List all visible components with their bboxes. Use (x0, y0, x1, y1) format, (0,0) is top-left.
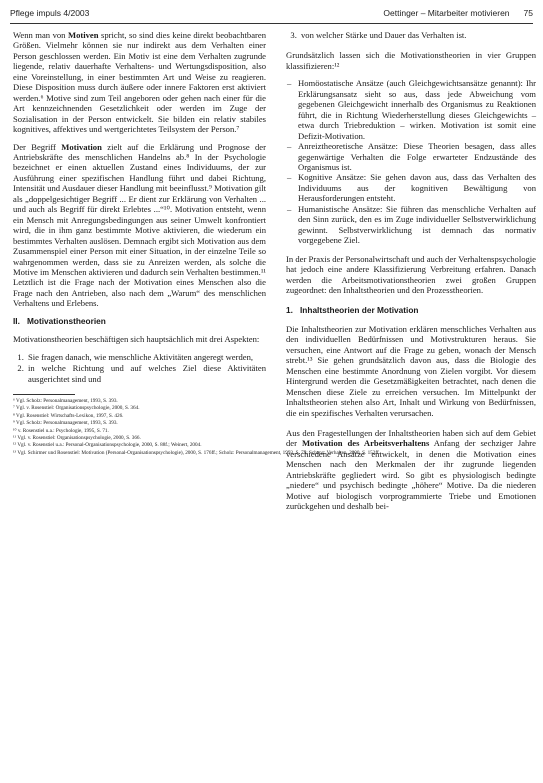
paragraph-motive (13, 30, 266, 135)
paragraph-practice: In der Praxis der Personalwirtschaft und auch der Verhaltenspsychologie hat jedoch eine andere Klassifizierung Verbreitung erfahren. Danach werden die Arbeitsmotivationstheorien zwei großen Gruppen zugeordnet: den Inhaltstheorien und den Prozesstheorien. (286, 253, 536, 295)
footnote: ⁸ Vgl. Rosenstiel: Wirtschafts-Lexikon, 1997, S. 426. (13, 412, 124, 419)
term-motive: Motiven (67, 30, 99, 40)
list-item: 2. in welche Richtung und auf welches Ziel diese Aktivitäten ausgerichtet sind und (26, 363, 266, 384)
running-header (10, 6, 533, 23)
paragraph-aspects-intro: Motivationstheorien beschäftigen sich hauptsächlich mit drei Aspekten: (13, 334, 260, 345)
paragraph-motivation (13, 142, 266, 309)
text: Aus den Fragestellungen der Inhaltstheorien haben sich auf dem Gebiet der (286, 427, 536, 449)
list-item: – Anreiztheoretische Ansätze: Diese Theorien besagen, dass alles gegenwärtige Verhalten die Folge erwarteter Endzustände des Organismus ist. (298, 141, 536, 172)
text: Wenn man von (13, 30, 68, 40)
footnote: ⁹ Vgl. Scholz: Personalmanagement, 1993, S. 393. (13, 420, 118, 427)
paragraph-work-motivation (286, 428, 536, 512)
list-item: 3. von welcher Stärke und Dauer das Verhalten ist. (299, 30, 536, 40)
text: zielt auf die Erklärung und Prognose der Antriebskräfte des menschlichen Handelns ab.⁸ In der Psychologie bezeichnet er einen aktuellen Zustand eines Individuums, der zur Ausführung einer spezifischen Handlung führt und dabei Richtung, Intensität und Ausdauer dieser Handlung mit beeinflusst.⁹ Motivation gilt als „doppelgesichtiger Begriff ... Er dient zur Erklärung von Verhalten ... und auch als Begriff für direkt Erlebtes ...“¹⁰. Motivation entsteht, wenn ein Mensch mit Anregungsbedingungen aus seiner Umwelt konfrontiert wird, die in ihm ganz bestimmte Motive aktivieren, die wiederum ein bestimmtes Verhalten auslösen. Demnach ergibt sich Motivation aus dem Zusammenspiel einer Person mit einer Situation, in der einzelne Teile so wahrgenommen werden, dass sie zu Anreizen werden, als solche die Motive im Menschen aktivieren und dadurch sein Verhalten bestimmen.¹¹ Letztlich ist die Frage nach der Motivation eines Menschen also die Frage nach den Antrieben, also nach dem „Warum“ des menschlichen Verhaltens und Erlebens. (13, 141, 266, 309)
page-number: 75 (523, 8, 533, 18)
paragraph-classification: Grundsätzlich lassen sich die Motivationstheorien in vier Gruppen klassifizieren:¹² (286, 50, 536, 71)
footnote-separator (13, 394, 75, 395)
paragraph-content-theories: Die Inhaltstheorien zur Motivation erklären menschliches Verhalten aus den individuellen Bedürfnissen und Motivstrukturen heraus. Sie versuchen, eine Antwort auf die Frage zu geben, wonach der Mensch strebt.¹³ Sie gehen grundsätzlich davon aus, dass die Biologie des Menschen eine bestimmte Anordnung von Zielen vorgibt. Vor diesem Hintergrund werden die Gesetzmäßigkeiten betrachtet, nach denen die Menschen diese Ziele zu erreichen versuchen. Im Mittelpunkt der Inhaltstheorien stehen also Art, Inhalt und Wirkung von Bedürfnissen, die ein spezifisches Verhalten verursachen. (286, 323, 536, 418)
aspects-list (13, 352, 266, 384)
footnote: ¹⁰ v. Rosenstiel u.a.: Psychologie, 1995, S. 71. (13, 427, 109, 434)
subsection-title: Inhaltstheorien der Motivation (300, 305, 419, 316)
journal-name: Pflege impuls 4/2003 (10, 8, 90, 18)
right-column (286, 30, 536, 519)
footnote: ¹³ Vgl. Schirmer und Rosenstiel: Motivation (Personal-Organisationspsychologie), 2000, S. 176ff.; Scholz: Personalmanagement, 1993, S. 75; Schanz: Verhalten, 2000, S. 152ff. (13, 449, 381, 456)
header-rule (10, 23, 533, 24)
article-title: Oettinger – Mitarbeiter motivieren (383, 8, 510, 18)
aspects-list-continued (286, 30, 536, 40)
list-item: – Kognitive Ansätze: Sie gehen davon aus, dass das Verhalten des Individuums aus der kognitiven Bewältigung von Herausforderungen entsteht. (298, 172, 536, 203)
text: Der Begriff (13, 141, 62, 152)
section-heading (13, 316, 266, 326)
text: spricht, so sind dies keine direkt beobachtbaren Größen. Vielmehr können sie nur indirekt aus dem Verhalten einer Person geschlossen werden. Ein Motiv ist eine dem Verhalten zugrunde liegende, relativ dauerhafte Verhaltens- und Wertungsdisposition, also eine Voreinstellung, in einer bestimmten Art und Weise zu reagieren. Diese Disposition muss durch äußere oder innere Faktoren erst aktiviert werden.⁶ Motive sind zum Teil angeboren oder gehen nach einer für die Art kennzeichnenden Gesetzlichkeit oder werden im Zuge der Sozialisation in der Person entwickelt. Sie bilden ein relativ stabiles kognitives, affektives und wertgerichtetes Teilsystem der Person.⁷ (13, 30, 266, 135)
list-item: 1. Sie fragen danach, wie menschliche Aktivitäten angeregt werden, (26, 352, 266, 362)
footnote: ¹² Vgl. v. Rosenstiel u.a.: Personal-Organisationspsychologie, 2000, S. 88f.; Weinert, 2004. (13, 442, 202, 449)
term-work-motivation: Motivation des Arbeitsverhaltens (301, 438, 430, 449)
term-motivation: Motivation (61, 141, 102, 152)
footnote: ¹¹ Vgl. v. Rosenstiel: Organisationspsychologie, 2000, S. 366. (13, 435, 141, 442)
section-number: II. (13, 315, 20, 326)
section-title: Motivationstheorien (27, 315, 106, 326)
footnote: ⁶ Vgl. Scholz: Personalmanagement, 1993, S. 393. (13, 398, 118, 405)
list-item: – Homöostatische Ansätze (auch Gleichgewichtsansätze genannt): Ihr Erklärungsansatz sieht so aus, dass jede Abweichung vom gegebenen Gleichgewicht innerhalb des Organismus zu Reaktionen führt, die in Richtung Wiederherstellung dieses Gleichgewichts – etwa durch Triebreduktion – wirken. Motivation ist somit eine Defizit-Motivation. (298, 78, 536, 141)
subsection-number: 1. (286, 305, 293, 316)
header-right (383, 6, 533, 21)
list-item: – Humanistische Ansätze: Sie führen das menschliche Verhalten auf den Sinn zurück, den es im Zuge individueller Selbstverwirklichung gewinnt. Selbstverwirklichung ist demnach das normativ vorgegebene Ziel. (298, 204, 536, 246)
footnote: ⁷ Vgl. v. Rosenstiel: Organisationspsychologie, 2000, S. 364. (13, 405, 140, 412)
subsection-heading (286, 305, 536, 315)
text: Anfang der sechziger Jahre verschiedene Ansätze entwickelt, in denen die Motivation eines Menschen nach den Merkmalen der ihr zugrunde liegenden Antriebskräfte gegliedert wird. So gibt es physiologisch bedingte „niedere“ und psychisch bedingte „höhere“ Motive. Da die niederen Motive auf biologisch vorprogrammierte Triebe und Emotionen zurückgehen und deshalb bei- (286, 438, 536, 512)
theory-groups-list (286, 78, 536, 245)
